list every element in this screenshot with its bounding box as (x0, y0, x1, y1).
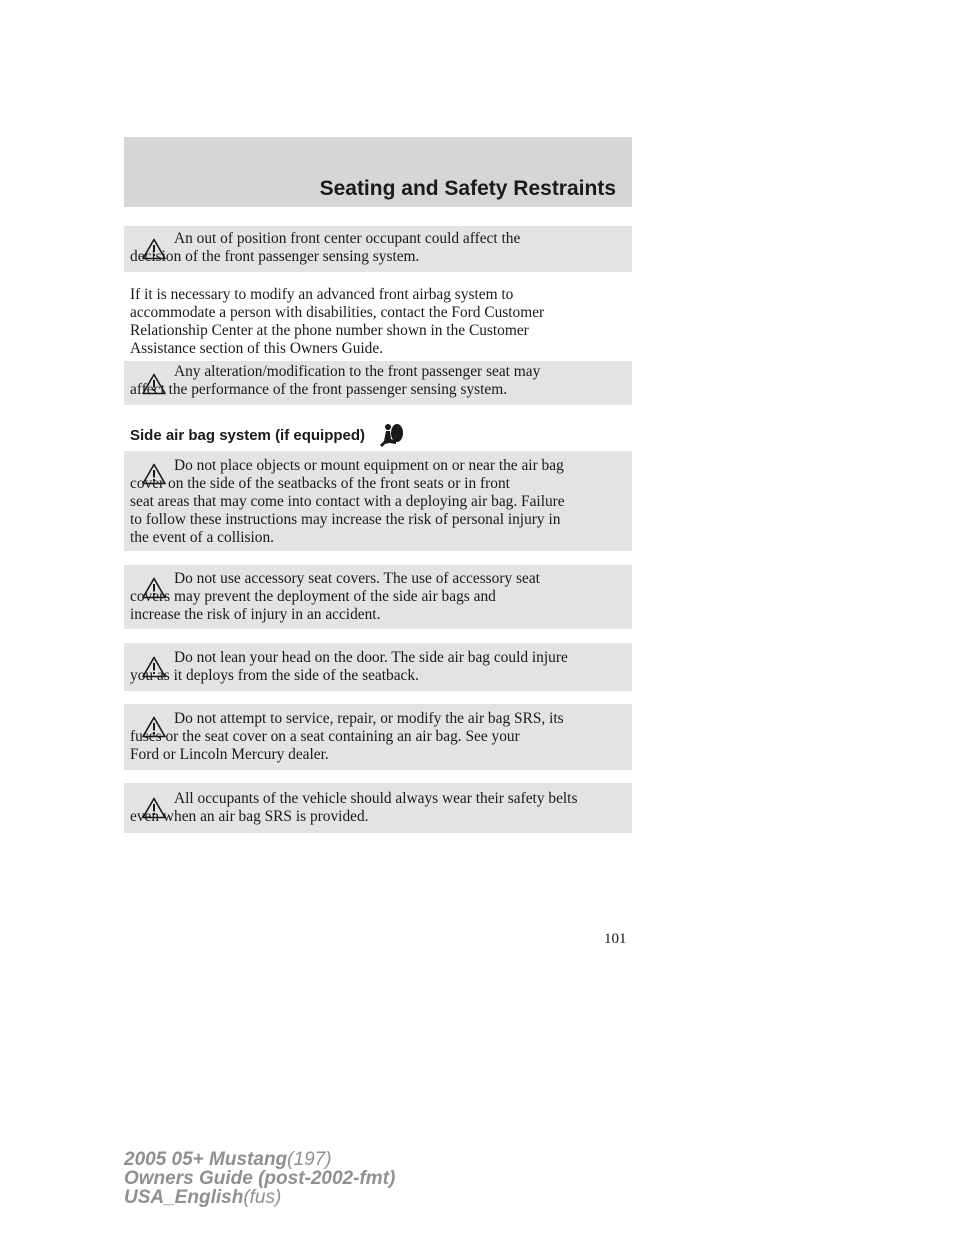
warning-box (124, 361, 632, 405)
body-paragraph: If it is necessary to modify an advanced front airbag system to accommodate a person with disabilities, contact the Ford Customer Relationship Center at the phone number shown in the Customer Assistance section of this Owners Guide. (130, 286, 545, 357)
warning-text: Do not place objects or mount equipment on or near the air bag cover on the side of the seatbacks of the front seats or in front seat areas that may come into contact with a deploying air bag. Failure to follow these instructions may increase the risk of personal injury in the event of a collision. (130, 457, 565, 546)
warning-text: Do not use accessory seat covers. The use of accessory seat covers may prevent the deployment of the side air bags and increase the risk of injury in an accident. (130, 570, 540, 623)
warning-box (124, 704, 632, 770)
document-footer (124, 1150, 395, 1207)
warning-box (124, 643, 632, 691)
footer-line-1: 2005 05+ Mustang(197) (124, 1149, 332, 1170)
footer-line-3: USA_English(fus) (124, 1187, 282, 1208)
warning-box (124, 783, 632, 833)
warning-text: Any alteration/modification to the front passenger seat may affect the performance of the front passenger sensing system. (130, 363, 541, 398)
section-header (124, 137, 632, 207)
warning-box (124, 565, 632, 629)
warning-text: Do not attempt to service, repair, or modify the air bag SRS, its fuses or the seat cover on a seat containing an air bag. See your Ford or Lincoln Mercury dealer. (130, 710, 564, 763)
section-title: Seating and Safety Restraints (319, 177, 616, 200)
side-airbag-icon (377, 422, 405, 448)
warning-text: An out of position front center occupant could affect the decision of the front passenger sensing system. (130, 230, 521, 265)
page-number: 101 (604, 931, 627, 947)
footer-line-2: Owners Guide (post-2002-fmt) (124, 1168, 396, 1189)
warning-box (124, 451, 632, 551)
warning-box (124, 226, 632, 272)
warning-text: Do not lean your head on the door. The side air bag could injure you as it deploys from the side of the seatback. (130, 649, 568, 684)
subheading: Side air bag system (if equipped) (130, 427, 366, 444)
warning-text: All occupants of the vehicle should always wear their safety belts even when an air bag SRS is provided. (130, 790, 578, 825)
